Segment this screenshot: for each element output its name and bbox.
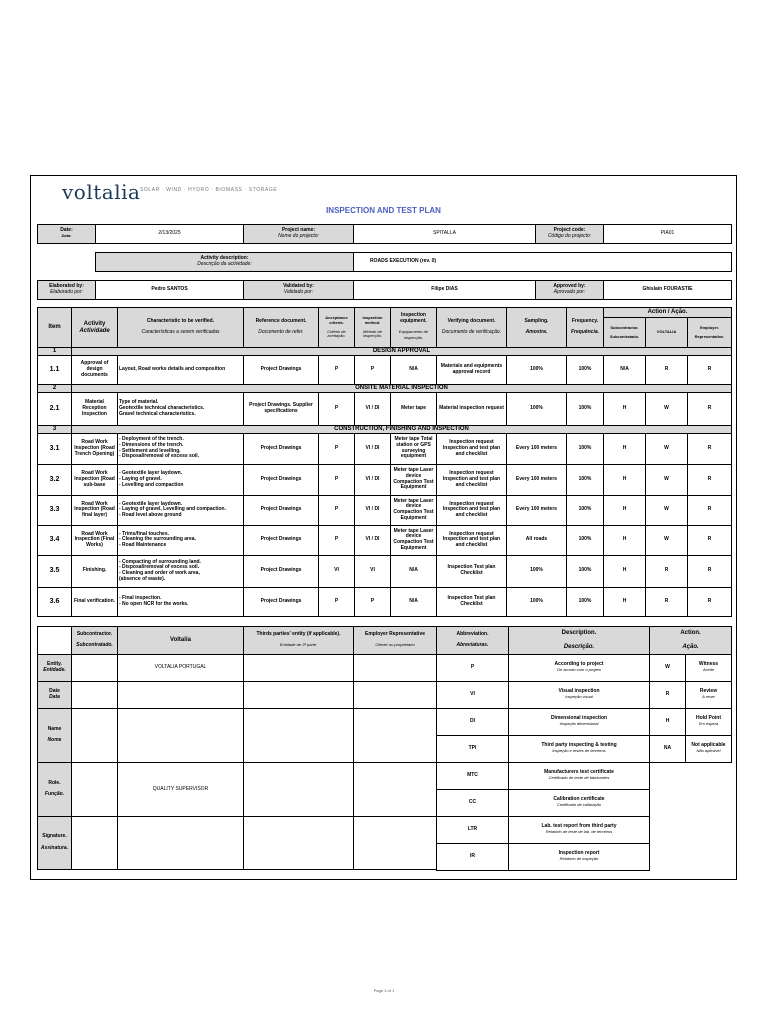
legend-action-en: Hold Point xyxy=(696,715,721,722)
section-number: 2 xyxy=(38,384,72,392)
legend-row xyxy=(437,655,732,682)
characteristic-cell xyxy=(118,355,244,384)
activity-description-table xyxy=(95,252,732,272)
frequency-cell: 100% xyxy=(567,525,604,555)
itp-row xyxy=(38,433,732,464)
legend-action-description xyxy=(686,655,732,682)
characteristic-line: (absence of waste). xyxy=(119,575,166,582)
method-cell: VI / DI xyxy=(355,464,391,495)
sign-role-voltalia: QUALITY SUPERVISOR xyxy=(118,763,244,817)
legend-description xyxy=(509,790,650,817)
characteristic-cell xyxy=(118,555,244,587)
sampling-cell: 100% xyxy=(507,392,567,425)
action-subcontractor-cell: H xyxy=(604,555,646,587)
item-number: 3.2 xyxy=(38,464,72,495)
project-name-label: Project name: Nome do projecto: xyxy=(244,225,354,244)
legend-description xyxy=(509,709,650,736)
elaborated-value: Pedro SANTOS xyxy=(96,281,244,300)
sign-entity-employer xyxy=(354,655,437,682)
action-employer-cell: R xyxy=(688,495,732,525)
legend-row xyxy=(437,817,732,844)
method-cell: VI / DI xyxy=(355,495,391,525)
sign-name-voltalia xyxy=(118,709,244,763)
sign-signature-employer xyxy=(354,817,437,870)
characteristic-cell xyxy=(118,433,244,464)
col-verifying: Verifying document. Documento de verificação. xyxy=(437,308,507,348)
reference-cell: Project Drawings xyxy=(244,587,319,616)
equipment-cell: Meter tape Total station or GPS surveying equipment xyxy=(391,433,437,464)
sampling-cell: 100% xyxy=(507,355,567,384)
item-number: 2.1 xyxy=(38,392,72,425)
sign-entity-subcontractor xyxy=(72,655,118,682)
legend-abbr-header: Abbreviation. Abreviaturas. xyxy=(437,627,509,655)
legend-desc-pt: Certificado de teste de fabricantes xyxy=(548,775,610,780)
legend-description xyxy=(509,844,650,871)
legend-empty xyxy=(650,844,732,871)
legend-table xyxy=(436,626,732,871)
acceptance-cell: P xyxy=(319,355,355,384)
col-acceptance: Acceptance criteria. Critério de aceitação. xyxy=(319,308,355,348)
activity-cell: Road Work Inspection (Road sub-base xyxy=(72,464,118,495)
itp-row xyxy=(38,392,732,425)
method-cell: P xyxy=(355,355,391,384)
sign-entity-voltalia: VOLTALIA PORTUGAL xyxy=(118,655,244,682)
frequency-cell: 100% xyxy=(567,587,604,616)
legend-row xyxy=(437,736,732,763)
sign-role-subcontractor xyxy=(72,763,118,817)
sign-third-party-header: Thirds parties' entity (if applicable). Entidade de 3ª parte. xyxy=(244,627,354,655)
col-sampling: Sampling. Amostra. xyxy=(507,308,567,348)
col-action: Action / Ação. xyxy=(604,308,732,318)
sign-name-third xyxy=(244,709,354,763)
approval-table xyxy=(37,280,732,300)
sign-name-label: Name Nome xyxy=(38,709,72,763)
legend-abbr: CC xyxy=(437,790,509,817)
acceptance-cell: P xyxy=(319,587,355,616)
legend-description xyxy=(509,655,650,682)
verifying-cell: Inspection request Inspection and test plan and checklist xyxy=(437,495,507,525)
action-voltalia-cell: W xyxy=(646,392,688,425)
legend-desc-en: Dimensional inspection xyxy=(550,715,608,722)
page-footer: Page 1 of 1 xyxy=(373,988,395,993)
legend-abbr: MTC xyxy=(437,763,509,790)
item-number: 3.6 xyxy=(38,587,72,616)
activity-cell: Road Work Inspection (Final Works) xyxy=(72,525,118,555)
signature-table xyxy=(37,626,437,870)
legend-desc-pt: Relatório de teste de lab. de terceiros xyxy=(545,829,613,834)
legend-action-pt: Aceite xyxy=(702,667,715,672)
approved-value: Ghislain FOURASTIE xyxy=(604,281,732,300)
action-subcontractor-cell: H xyxy=(604,392,646,425)
item-number: 3.3 xyxy=(38,495,72,525)
legend-desc-en: Manufacturers test certificate xyxy=(544,769,614,776)
sign-voltalia-header: Voltalia xyxy=(118,627,244,655)
legend-action-description xyxy=(686,709,732,736)
legend-abbr: TPI xyxy=(437,736,509,763)
equipment-cell: Meter tape Laser device Compaction Test Equipment xyxy=(391,525,437,555)
legend-action-en: Review xyxy=(699,688,718,695)
activity-description-value: ROADS EXECUTION (rev. 0) xyxy=(354,253,732,272)
sign-date-third xyxy=(244,682,354,709)
legend-description xyxy=(509,682,650,709)
action-subcontractor-cell: H xyxy=(604,525,646,555)
action-voltalia-cell: W xyxy=(646,525,688,555)
elaborated-label: Elaborated by: Elaborado por: xyxy=(38,281,96,300)
date-value: 2/13/2025 xyxy=(96,225,244,244)
equipment-cell: Meter tape Laser device Compaction Test Equipment xyxy=(391,495,437,525)
acceptance-cell: P xyxy=(319,525,355,555)
reference-cell: Project Drawings. Supplier specifications xyxy=(244,392,319,425)
equipment-cell: N/A xyxy=(391,555,437,587)
item-number: 3.4 xyxy=(38,525,72,555)
characteristic-line: Geotextile technical characteristics. xyxy=(119,404,205,411)
sampling-cell: 100% xyxy=(507,555,567,587)
date-label: Date: Data: xyxy=(38,225,96,244)
sign-corner xyxy=(38,627,72,655)
equipment-cell: Meter tape Laser device Compaction Test Equipment xyxy=(391,464,437,495)
legend-action-description xyxy=(686,736,732,763)
verifying-cell: Inspection request Inspection and test plan and checklist xyxy=(437,525,507,555)
itp-row xyxy=(38,355,732,384)
validated-label: Validated by: Validado por: xyxy=(244,281,354,300)
section-number: 1 xyxy=(38,348,72,356)
section-row xyxy=(38,425,732,433)
legend-action-pt: A rever xyxy=(702,694,715,699)
legend-desc-en: Inspection report xyxy=(558,850,600,857)
legend-empty xyxy=(650,763,732,790)
characteristic-line: - No open NCR for the works. xyxy=(119,600,189,607)
legend-abbr: P xyxy=(437,655,509,682)
verifying-cell: Inspection Test plan Checklist xyxy=(437,587,507,616)
item-number: 3.1 xyxy=(38,433,72,464)
acceptance-cell: P xyxy=(319,433,355,464)
legend-action-en: Witness xyxy=(698,661,719,668)
section-row xyxy=(38,348,732,356)
activity-cell: Material Reception Inspection xyxy=(72,392,118,425)
characteristic-line: Type of material. xyxy=(119,399,159,406)
col-characteristic: Characteristic to be verified. Características a serem verificadas xyxy=(118,308,244,348)
sampling-cell: 100% xyxy=(507,587,567,616)
sign-signature-label: Signature. Assinatura. xyxy=(38,817,72,870)
legend-action-pt: Em espera xyxy=(698,721,719,726)
characteristic-line: - Laying of gravel, Levelling and compaction. xyxy=(119,506,226,513)
verifying-cell: Material inspection request xyxy=(437,392,507,425)
characteristic-cell xyxy=(118,495,244,525)
itp-row xyxy=(38,525,732,555)
action-employer-cell: R xyxy=(688,525,732,555)
sampling-cell: Every 100 meters xyxy=(507,433,567,464)
action-employer-cell: R xyxy=(688,555,732,587)
acceptance-cell: P xyxy=(319,464,355,495)
section-number: 3 xyxy=(38,425,72,433)
legend-abbr: LTR xyxy=(437,817,509,844)
section-row xyxy=(38,384,732,392)
characteristic-cell xyxy=(118,464,244,495)
activity-cell: Road Work Inspection (Road final layer) xyxy=(72,495,118,525)
characteristic-line: - Geotextile layer laydown. xyxy=(119,500,183,507)
legend-abbr: IR xyxy=(437,844,509,871)
sign-date-label: Date Data xyxy=(38,682,72,709)
activity-cell: Finishing. xyxy=(72,555,118,587)
characteristic-line: - Final inspection. xyxy=(119,594,162,601)
verifying-cell: Inspection Test plan Checklist xyxy=(437,555,507,587)
characteristic-line: - Levelling and compaction xyxy=(119,481,184,488)
activity-description-label: Activity description: Descrição da actividade: xyxy=(96,253,354,272)
legend-row xyxy=(437,763,732,790)
frequency-cell: 100% xyxy=(567,355,604,384)
action-subcontractor-cell: H xyxy=(604,495,646,525)
col-action-voltalia: VOLTALIA xyxy=(646,318,688,348)
legend-description xyxy=(509,817,650,844)
method-cell: VI / DI xyxy=(355,525,391,555)
equipment-cell: N/A xyxy=(391,355,437,384)
reference-cell: Project Drawings xyxy=(244,555,319,587)
itp-row xyxy=(38,495,732,525)
method-cell: P xyxy=(355,587,391,616)
legend-action-code: H xyxy=(650,709,686,736)
legend-abbr: VI xyxy=(437,682,509,709)
itp-row xyxy=(38,464,732,495)
characteristic-line: - Dimensions of the trench. xyxy=(119,441,184,448)
frequency-cell: 100% xyxy=(567,433,604,464)
characteristic-cell xyxy=(118,587,244,616)
col-action-subcontractor: Subcontractor. Subcontratado. xyxy=(604,318,646,348)
validated-value: Filipe DIAS xyxy=(354,281,536,300)
itp-table xyxy=(37,307,732,617)
characteristic-line: - Geotextile layer laydown. xyxy=(119,470,183,477)
legend-row xyxy=(437,790,732,817)
action-voltalia-cell: W xyxy=(646,433,688,464)
action-voltalia-cell: W xyxy=(646,495,688,525)
action-subcontractor-cell: H xyxy=(604,464,646,495)
col-activity: Activity Actividade xyxy=(72,308,118,348)
sign-date-subcontractor xyxy=(72,682,118,709)
characteristic-line: - Settlement and levelling. xyxy=(119,447,181,454)
action-voltalia-cell: R xyxy=(646,555,688,587)
legend-action-code: W xyxy=(650,655,686,682)
reference-cell: Project Drawings xyxy=(244,433,319,464)
characteristic-line: - Road level above ground xyxy=(119,512,182,519)
project-code-value: PIA01 xyxy=(604,225,732,244)
legend-empty xyxy=(650,817,732,844)
frequency-cell: 100% xyxy=(567,464,604,495)
sign-entity-third xyxy=(244,655,354,682)
legend-action-code: NA xyxy=(650,736,686,763)
legend-desc-en: Lab. test report from third party xyxy=(541,823,617,830)
legend-desc-pt: Certificado de calibração xyxy=(556,802,602,807)
legend-abbr: DI xyxy=(437,709,509,736)
verifying-cell: Inspection request Inspection and test plan and checklist xyxy=(437,433,507,464)
sign-subcontractor-header: Subcontractor. Subcontratado. xyxy=(72,627,118,655)
characteristic-line: - Cleaning and order of work area, xyxy=(119,570,200,577)
action-voltalia-cell: W xyxy=(646,464,688,495)
sign-name-employer xyxy=(354,709,437,763)
legend-action-en: Not applicable xyxy=(691,742,726,749)
action-employer-cell: R xyxy=(688,587,732,616)
sign-role-third xyxy=(244,763,354,817)
legend-action-description xyxy=(686,682,732,709)
characteristic-line: - Deployment of the trench. xyxy=(119,436,184,443)
section-title: DESIGN APPROVAL xyxy=(72,348,732,356)
legend-desc-header: Description. Descrição. xyxy=(509,627,650,655)
sign-date-voltalia xyxy=(118,682,244,709)
sign-role-label: Role. Função. xyxy=(38,763,72,817)
legend-description xyxy=(509,736,650,763)
action-voltalia-cell: R xyxy=(646,587,688,616)
characteristic-line: - Cleaning the surrounding area. xyxy=(119,536,196,543)
characteristic-line: Layout, Road works details and composition xyxy=(119,366,226,373)
equipment-cell: N/A xyxy=(391,587,437,616)
legend-desc-en: Third party inspecting & testing xyxy=(541,742,617,749)
legend-desc-pt: De acordo com o projeto xyxy=(557,667,601,672)
characteristic-line: - Laying of gravel. xyxy=(119,475,162,482)
logo-tagline: SOLAR · WIND · HYDRO · BIOMASS · STORAGE xyxy=(140,187,278,193)
legend-desc-pt: Inspeção visual xyxy=(565,694,593,699)
sign-employer-header: Employer Representative Cliente ou proprietário xyxy=(354,627,437,655)
activity-cell: Road Work Inspection (Road Trench Opening) xyxy=(72,433,118,464)
frequency-cell: 100% xyxy=(567,495,604,525)
itp-row xyxy=(38,587,732,616)
legend-description xyxy=(509,763,650,790)
action-voltalia-cell: R xyxy=(646,355,688,384)
approved-label: Approved by: Aprovado por: xyxy=(536,281,604,300)
legend-desc-en: According to project xyxy=(554,661,604,668)
legend-desc-en: Calibration certificate xyxy=(553,796,605,803)
action-subcontractor-cell: H xyxy=(604,587,646,616)
acceptance-cell: P xyxy=(319,495,355,525)
project-info-table xyxy=(37,224,732,244)
col-action-employer: Employer. Representative. xyxy=(688,318,732,348)
characteristic-line: - Compacting of surrounding land. xyxy=(119,558,201,565)
sign-date-employer xyxy=(354,682,437,709)
activity-cell: Approval of design documents xyxy=(72,355,118,384)
action-employer-cell: R xyxy=(688,433,732,464)
sign-signature-voltalia xyxy=(118,817,244,870)
frequency-cell: 100% xyxy=(567,555,604,587)
characteristic-line: - Trims/final touches. xyxy=(119,530,170,537)
method-cell: VI / DI xyxy=(355,433,391,464)
action-subcontractor-cell: H xyxy=(604,433,646,464)
acceptance-cell: P xyxy=(319,392,355,425)
document-title: INSPECTION AND TEST PLAN xyxy=(326,206,441,215)
legend-row xyxy=(437,844,732,871)
verifying-cell: Materials and equipments approval record xyxy=(437,355,507,384)
legend-desc-pt: Inspeção dimensional xyxy=(559,721,599,726)
characteristic-line: - Disposal/removal of excess soil. xyxy=(119,564,200,571)
characteristic-cell xyxy=(118,392,244,425)
verifying-cell: Inspection request Inspection and test plan and checklist xyxy=(437,464,507,495)
sign-signature-third xyxy=(244,817,354,870)
project-name-value: SPITALLA xyxy=(354,225,536,244)
section-title: CONSTRUCTION, FINISHING AND INSPECTION xyxy=(72,425,732,433)
sampling-cell: Every 100 meters xyxy=(507,495,567,525)
col-equipment: Inspection equipment. Equipamento de inspecção. xyxy=(391,308,437,348)
sampling-cell: Every 100 meters xyxy=(507,464,567,495)
col-frequency: Frequency. Frequência. xyxy=(567,308,604,348)
voltalia-logo: voltalia xyxy=(62,180,141,204)
col-reference: Reference document. Documento de refer. xyxy=(244,308,319,348)
legend-action-code: R xyxy=(650,682,686,709)
activity-cell: Final verification. xyxy=(72,587,118,616)
itp-row xyxy=(38,555,732,587)
reference-cell: Project Drawings xyxy=(244,355,319,384)
legend-desc-en: Visual inspection xyxy=(558,688,600,695)
action-subcontractor-cell: N/A xyxy=(604,355,646,384)
frequency-cell: 100% xyxy=(567,392,604,425)
action-employer-cell: R xyxy=(688,392,732,425)
col-item: Item xyxy=(38,308,72,348)
sign-name-subcontractor xyxy=(72,709,118,763)
characteristic-cell xyxy=(118,525,244,555)
equipment-cell: Meter tape xyxy=(391,392,437,425)
legend-action-header: Action. Ação. xyxy=(650,627,732,655)
characteristic-line: Gravel technical characteristics. xyxy=(119,410,196,417)
legend-empty xyxy=(650,790,732,817)
sign-role-employer xyxy=(354,763,437,817)
method-cell: VI / DI xyxy=(355,392,391,425)
reference-cell: Project Drawings xyxy=(244,525,319,555)
legend-desc-pt: Relatório de inspeção xyxy=(559,856,599,861)
project-code-label: Project code: Código do projecto: xyxy=(536,225,604,244)
legend-row xyxy=(437,682,732,709)
section-title: ONSITE MATERIAL INSPECTION xyxy=(72,384,732,392)
action-employer-cell: R xyxy=(688,355,732,384)
item-number: 1.1 xyxy=(38,355,72,384)
characteristic-line: - Disposal/removal of excess soil. xyxy=(119,453,200,460)
reference-cell: Project Drawings xyxy=(244,495,319,525)
legend-row xyxy=(437,709,732,736)
sampling-cell: All roads xyxy=(507,525,567,555)
acceptance-cell: VI xyxy=(319,555,355,587)
legend-action-pt: Não aplicável xyxy=(696,748,721,753)
col-method: Inspection method. Método de inspecção. xyxy=(355,308,391,348)
reference-cell: Project Drawings xyxy=(244,464,319,495)
item-number: 3.5 xyxy=(38,555,72,587)
action-employer-cell: R xyxy=(688,464,732,495)
method-cell: VI xyxy=(355,555,391,587)
sign-entity-label: Entity. Entidade. xyxy=(38,655,72,682)
legend-desc-pt: Inspeção e testes de terceiros xyxy=(552,748,606,753)
sign-signature-subcontractor xyxy=(72,817,118,870)
characteristic-line: - Road Maintenance xyxy=(119,542,167,549)
